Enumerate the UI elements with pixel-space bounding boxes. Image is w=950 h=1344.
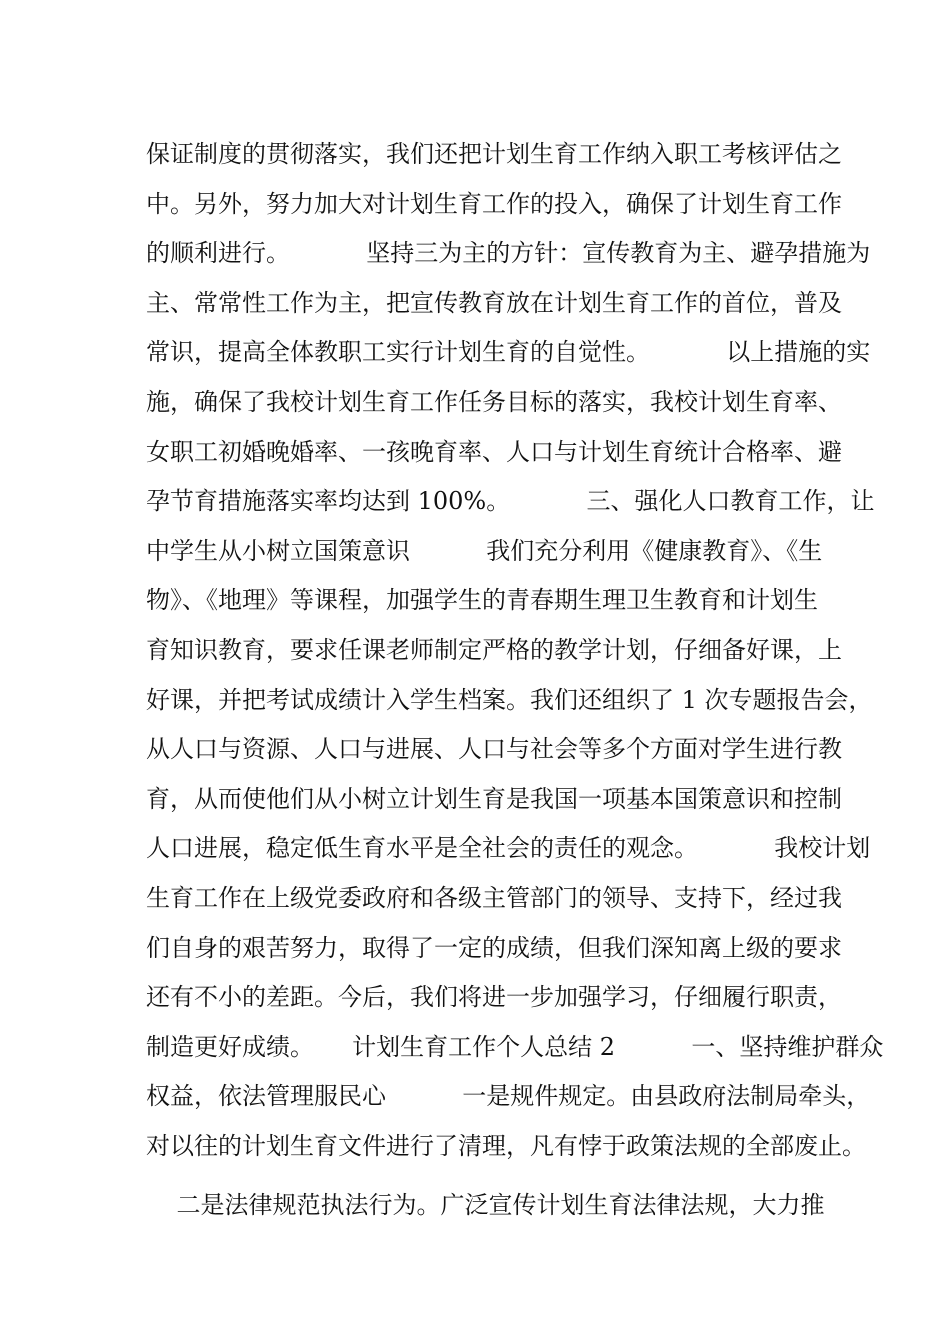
text-line: 主、常常性工作为主，把宣传教育放在计划生育工作的首位，普及	[146, 288, 842, 317]
text-line: 二是法律规范执法行为。广泛宣传计划生育法律法规，大力推	[146, 1191, 825, 1220]
text-line: 孕节育措施落实率均达到 100%。 三、强化人口教育工作，让	[146, 487, 875, 516]
text-line: 中学生从小树立国策意识 我们充分利用《健康教育》、《生	[146, 536, 823, 565]
text-line: 保证制度的贯彻落实，我们还把计划生育工作纳入职工考核评估之	[146, 140, 842, 168]
text-line: 物》、《地理》等课程，加强学生的青春期生理卫生教育和计划生	[146, 586, 818, 615]
text-line: 对以往的计划生育文件进行了清理，凡有悖于政策法规的全部废止。	[146, 1131, 866, 1160]
text-line: 们自身的艰苦努力，取得了一定的成绩，但我们深知离上级的要求	[146, 933, 842, 962]
text-line: 育知识教育，要求任课老师制定严格的教学计划，仔细备好课，上	[146, 635, 842, 664]
text-line: 好课，并把考试成绩计入学生档案。我们还组织了 1 次专题报告会，	[146, 685, 873, 714]
text-line: 常识，提高全体教职工实行计划生育的自觉性。 以上措施的实	[146, 338, 871, 367]
text-line: 从人口与资源、人口与进展、人口与社会等多个方面对学生进行教	[146, 735, 842, 764]
document-body	[146, 130, 884, 1231]
text-line: 的顺利进行。 坚持三为主的方针：宣传教育为主、避孕措施为	[146, 239, 871, 268]
text-line: 生育工作在上级党委政府和各级主管部门的领导、支持下，经过我	[146, 883, 842, 912]
text-line: 女职工初婚晚婚率、一孩晚育率、人口与计划生育统计合格率、避	[146, 437, 842, 466]
text-line: 人口进展，稳定低生育水平是全社会的责任的观念。 我校计划	[146, 834, 871, 863]
text-line: 中。另外，努力加大对计划生育工作的投入，确保了计划生育工作	[146, 189, 842, 218]
text-line: 制造更好成绩。 计划生育工作个人总结 2 一、坚持维护群众	[146, 1032, 884, 1061]
text-line: 权益，依法管理服民心 一是规件规定。由县政府法制局牵头，	[146, 1082, 871, 1111]
text-line: 育，从而使他们从小树立计划生育是我国一项基本国策意识和控制	[146, 784, 842, 813]
text-line: 还有不小的差距。今后，我们将进一步加强学习，仔细履行职责，	[146, 983, 842, 1012]
text-line: 施，确保了我校计划生育工作任务目标的落实，我校计划生育率、	[146, 387, 842, 416]
